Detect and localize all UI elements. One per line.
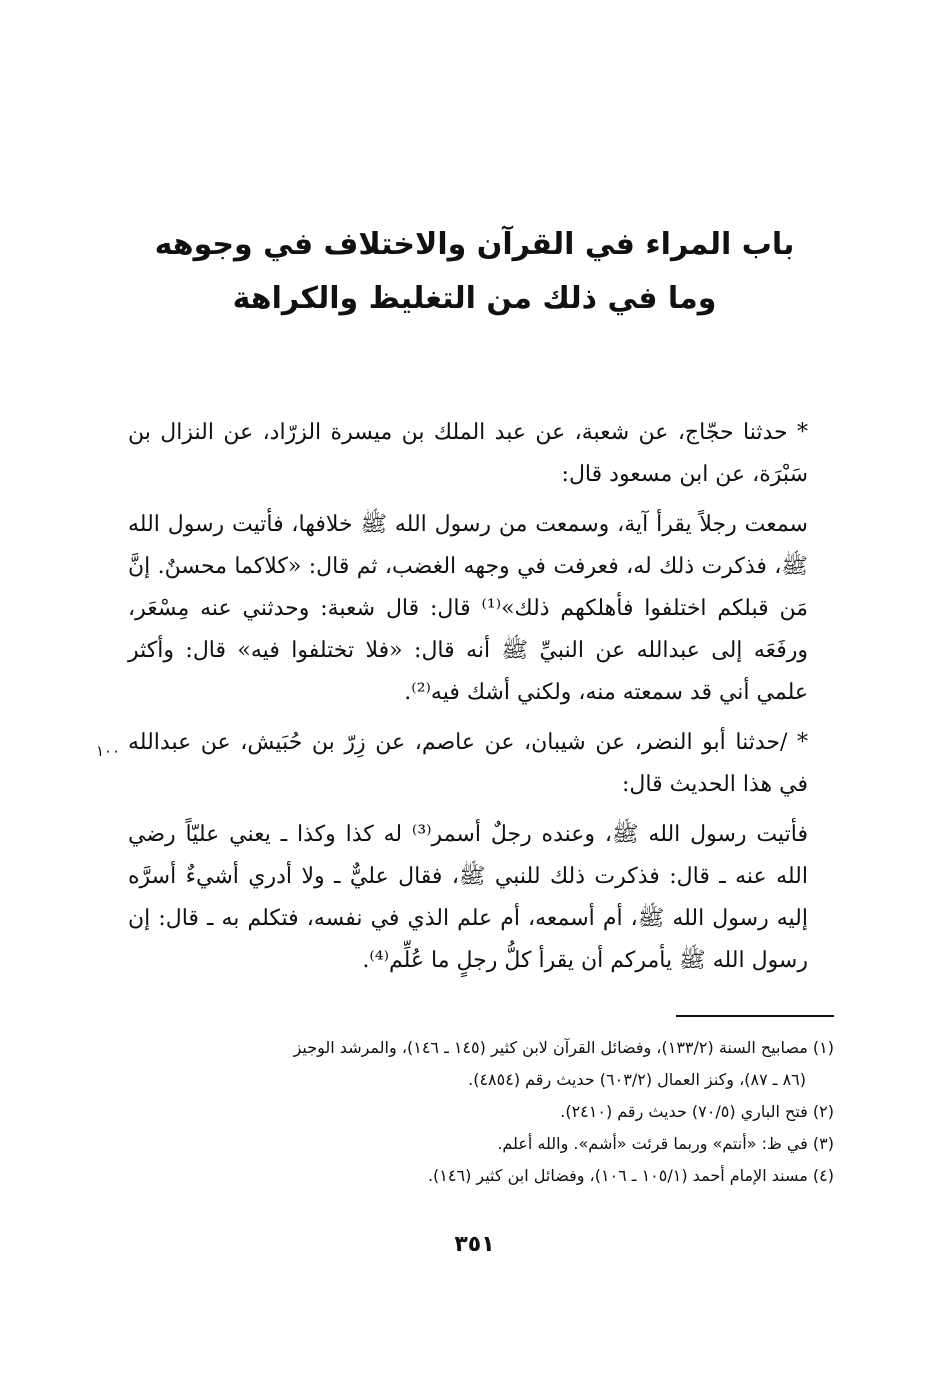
chapter-title: [0, 218, 949, 326]
page-number: ٣٥١: [454, 1232, 495, 1257]
footnote-1: (١) مصابيح السنة (١٣٣/٢)، وفضائل القرآن لابن كثير (١٤٥ ـ ١٤٦)، والمرشد الوجيز: [293, 1038, 834, 1057]
footnote-2: (٢) فتح الباري (٧٠/٥) حديث رقم (٢٤١٠).: [560, 1102, 834, 1121]
hadith-chain-2: * /حدثنا أبو النضر، عن شيبان، عن عاصم، عن زِرّ بن حُبَيش، عن عبدالله في هذا الحديث قال:: [128, 730, 808, 797]
footnote-3: (٣) في ظ: «أنتم» وربما قرئت «أشم». والله أعلم.: [497, 1134, 834, 1153]
footnote-divider: [676, 1015, 834, 1017]
footnote-1-continued: (٨٦ ـ ٨٧)، وكنز العمال (٦٠٣/٢) حديث رقم (٤٨٥٤).: [468, 1070, 806, 1089]
chapter-title-line-2: وما في ذلك من التغليظ والكراهة: [232, 281, 717, 316]
footnotes: [100, 1032, 834, 1192]
chapter-title-line-1: باب المراء في القرآن والاختلاف في وجوهه: [154, 227, 795, 262]
footnote-4: (٤) مسند الإمام أحمد (١٠٥/١ ـ ١٠٦)، وفضائل ابن كثير (١٤٦).: [427, 1166, 834, 1185]
hadith-chain-1: * حدثنا حجّاج، عن شعبة، عن عبد الملك بن ميسرة الزرّاد، عن النزال بن سَبْرَة، عن ابن مسعود قال:: [128, 420, 808, 487]
margin-page-marker: ١٠٠: [96, 742, 121, 760]
hadith-text-2: فأتيت رسول الله ﷺ، وعنده رجلٌ أسمر⁽³⁾ له كذا وكذا ـ يعني عليّاً رضي الله عنه ـ قال: فذكرت ذلك للنبي ﷺ، فقال عليٌّ ـ ولا أدري أشيءٌ أسرَّه إليه رسول الله ﷺ، أم أسمعه، أم علم الذي في نفسه، فتكلم به ـ قال: إن رسول الله ﷺ يأمركم أن يقرأ كلُّ رجلٍ ما عُلِّم⁽⁴⁾.: [128, 822, 808, 973]
hadith-body: [128, 412, 834, 982]
hadith-text-1: سمعت رجلاً يقرأ آية، وسمعت من رسول الله ﷺ خلافها، فأتيت رسول الله ﷺ، فذكرت ذلك له، فعرفت في وجهه الغضب، ثم قال: «كلاكما محسنٌ. إنَّ مَن قبلكم اختلفوا فأهلكهم ذلك»⁽¹⁾ قال: قال شعبة: وحدثني عنه مِسْعَر، ورفَعَه إلى عبدالله عن النبيِّ ﷺ أنه قال: «فلا تختلفوا فيه» قال: وأكثر علمي أني قد سمعته منه، ولكني أشك فيه⁽²⁾.: [128, 512, 808, 705]
